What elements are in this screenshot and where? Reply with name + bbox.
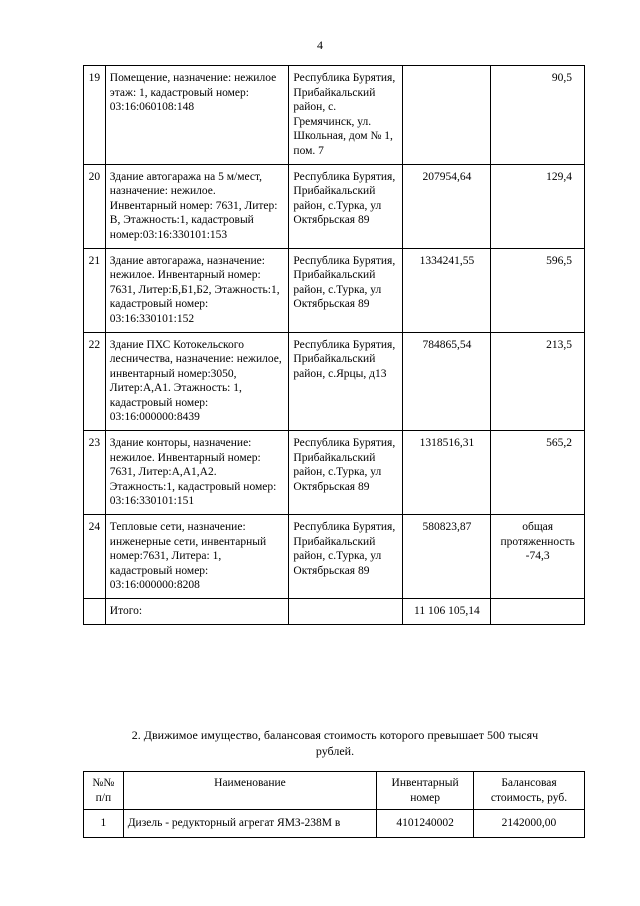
table-header-row	[84, 772, 585, 810]
row-number: 20	[84, 164, 106, 248]
row-cost: 1318516,31	[403, 431, 491, 515]
header-cost: Балансовая стоимость, руб.	[473, 772, 584, 810]
row-address: Республика Бурятия, Прибайкальский район, с.Ярцы, д13	[289, 332, 403, 431]
table-row	[84, 332, 585, 431]
row-number: 21	[84, 248, 106, 332]
row-address: Республика Бурятия, Прибайкальский район, с.Турка, ул Октябрьская 89	[289, 515, 403, 599]
row-area: общая протяженность -74,3	[491, 515, 585, 599]
row-address: Республика Бурятия, Прибайкальский район, с.Турка, ул Октябрьская 89	[289, 431, 403, 515]
movable-property-table	[83, 771, 585, 838]
total-address-empty	[289, 599, 403, 625]
table-row	[84, 248, 585, 332]
row-number: 24	[84, 515, 106, 599]
row-area: 596,5	[491, 248, 585, 332]
row-cost: 580823,87	[403, 515, 491, 599]
header-inventory: Инвентарный номер	[377, 772, 474, 810]
row-name: Тепловые сети, назначение: инженерные сети, инвентарный номер:7631, Литера: 1, кадастровый номер: 03:16:000000:8208	[105, 515, 289, 599]
row-number: 1	[84, 810, 124, 838]
row-area: 129,4	[491, 164, 585, 248]
row-address: Республика Бурятия, Прибайкальский район, с.Турка, ул Октябрьская 89	[289, 248, 403, 332]
property-table	[83, 65, 585, 625]
header-number: №№ п/п	[84, 772, 124, 810]
total-label: Итого:	[105, 599, 289, 625]
table-row	[84, 515, 585, 599]
row-cost: 207954,64	[403, 164, 491, 248]
row-number: 22	[84, 332, 106, 431]
row-inventory: 4101240002	[377, 810, 474, 838]
row-address: Республика Бурятия, Прибайкальский район, с.Турка, ул Октябрьская 89	[289, 164, 403, 248]
total-area-empty	[491, 599, 585, 625]
page-number: 4	[317, 38, 323, 52]
section-title: 2. Движимое имущество, балансовая стоимость которого превышает 500 тысяч рублей.	[131, 728, 539, 758]
row-name: Здание конторы, назначение: нежилое. Инвентарный номер: 7631, Литер:А,А1,А2. Этажность:1, кадастровый номер: 03:16:330101:151	[105, 431, 289, 515]
row-address: Республика Бурятия, Прибайкальский район, с. Гремячинск, ул. Школьная, дом № 1, пом. 7	[289, 66, 403, 165]
row-name: Здание ПХС Котокельского лесничества, назначение: нежилое, инвентарный номер:3050, Литер:А,А1. Этажность: 1, кадастровый номер: 03:16:000000:8439	[105, 332, 289, 431]
row-cost: 784865,54	[403, 332, 491, 431]
row-area: 213,5	[491, 332, 585, 431]
total-value: 11 106 105,14	[403, 599, 491, 625]
row-number: 19	[84, 66, 106, 165]
row-area: 90,5	[491, 66, 585, 165]
row-name: Здание автогаража, назначение: нежилое. Инвентарный номер: 7631, Литер:Б,Б1,Б2, Этажность:1, кадастровый номер: 03:16:330101:152	[105, 248, 289, 332]
total-number-empty	[84, 599, 106, 625]
header-name: Наименование	[123, 772, 377, 810]
table-row	[84, 810, 585, 838]
row-name: Здание автогаража на 5 м/мест, назначение: нежилое. Инвентарный номер: 7631, Литер: В, Этажность:1, кадастровый номер:03:16:330101:153	[105, 164, 289, 248]
row-area: 565,2	[491, 431, 585, 515]
table-row	[84, 66, 585, 165]
table-row	[84, 164, 585, 248]
row-cost	[403, 66, 491, 165]
total-row	[84, 599, 585, 625]
row-cost: 1334241,55	[403, 248, 491, 332]
row-number: 23	[84, 431, 106, 515]
row-cost: 2142000,00	[473, 810, 584, 838]
row-name: Дизель - редукторный агрегат ЯМЗ-238М в	[123, 810, 377, 838]
table-row	[84, 431, 585, 515]
row-name: Помещение, назначение: нежилое этаж: 1, кадастровый номер: 03:16:060108:148	[105, 66, 289, 165]
